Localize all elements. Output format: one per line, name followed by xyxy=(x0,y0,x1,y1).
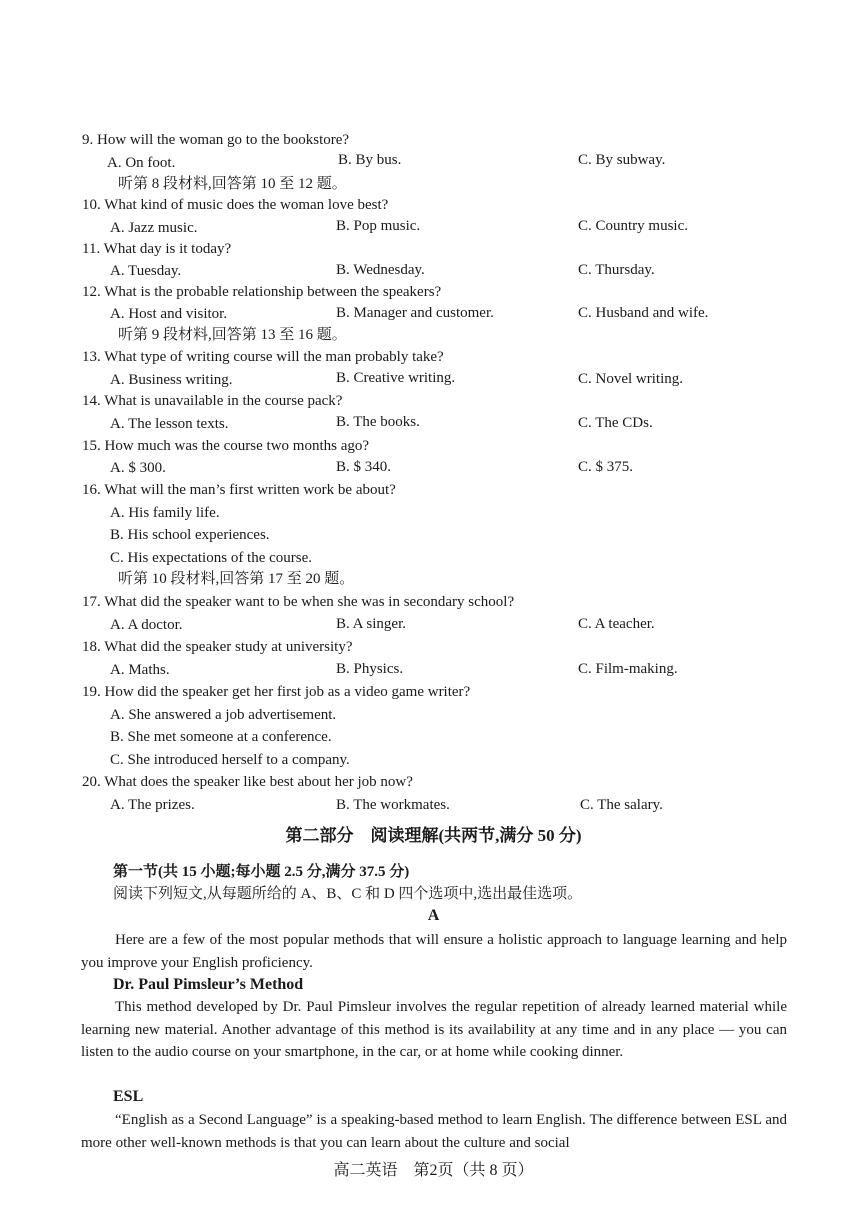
question-9-stem: 9. How will the woman go to the bookstore? xyxy=(82,132,350,148)
question-9-option-c: C. By subway. xyxy=(578,152,666,168)
question-16-option-b: B. His school experiences. xyxy=(110,527,270,543)
question-12-stem: 12. What is the probable relationship between the speakers? xyxy=(82,284,442,300)
question-20-option-b: B. The workmates. xyxy=(336,797,450,813)
question-12-option-b: B. Manager and customer. xyxy=(336,305,494,321)
passage-label: A xyxy=(427,907,440,924)
question-13-option-b: B. Creative writing. xyxy=(336,370,456,386)
question-15-option-b: B. $ 340. xyxy=(336,459,392,475)
question-9-option-b: B. By bus. xyxy=(338,152,402,168)
question-20-option-a: A. The prizes. xyxy=(110,797,195,813)
question-11-stem: 11. What day is it today? xyxy=(82,241,232,257)
question-18-option-c: C. Film-making. xyxy=(578,661,678,677)
question-15-option-c: C. $ 375. xyxy=(578,459,634,475)
question-16-option-a: A. His family life. xyxy=(110,505,220,521)
question-18-stem: 18. What did the speaker study at university? xyxy=(82,639,353,655)
heading-pimsleur: Dr. Paul Pimsleur’s Method xyxy=(113,976,304,993)
question-10-option-c: C. Country music. xyxy=(578,218,689,234)
paragraph-esl-text: “English as a Second Language” is a speaking-based method to learn English. The difference between ESL and more other well-known methods is that you can learn about the culture and social xyxy=(81,1112,787,1151)
question-14-option-a: A. The lesson texts. xyxy=(110,416,229,432)
page-footer: 高二英语 第2页（共 8 页） xyxy=(333,1162,534,1179)
question-12-option-c: C. Husband and wife. xyxy=(578,305,709,321)
paragraph-esl xyxy=(81,1109,787,1154)
instruction-segment-9: 听第 9 段材料,回答第 13 至 16 题。 xyxy=(118,327,347,343)
part-two-title: 第二部分 阅读理解(共两节,满分 50 分) xyxy=(285,826,582,845)
question-11-option-a: A. Tuesday. xyxy=(110,263,182,279)
heading-esl: ESL xyxy=(113,1088,144,1105)
paragraph-pimsleur-text: This method developed by Dr. Paul Pimsleur involves the regular repetition of already learned material while learning new material. Another advantage of this method is its availability at any time and in any place — you can listen to the audio course on your smartphone, in the car, or at home while cooking dinner. xyxy=(81,999,787,1061)
question-10-stem: 10. What kind of music does the woman love best? xyxy=(82,197,389,213)
question-19-option-c: C. She introduced herself to a company. xyxy=(110,752,350,768)
question-9-option-a: A. On foot. xyxy=(107,155,176,171)
instruction-segment-10: 听第 10 段材料,回答第 17 至 20 题。 xyxy=(118,571,355,587)
instruction-segment-8: 听第 8 段材料,回答第 10 至 12 题。 xyxy=(118,176,347,192)
question-20-stem: 20. What does the speaker like best about her job now? xyxy=(82,774,413,790)
question-17-stem: 17. What did the speaker want to be when she was in secondary school? xyxy=(82,594,515,610)
question-11-option-c: C. Thursday. xyxy=(578,262,655,278)
question-16-stem: 16. What will the man’s first written work be about? xyxy=(82,482,396,498)
section-one-title: 第一节(共 15 小题;每小题 2.5 分,满分 37.5 分) xyxy=(113,864,410,880)
question-13-option-a: A. Business writing. xyxy=(110,372,233,388)
question-19-stem: 19. How did the speaker get her first job as a video game writer? xyxy=(82,684,471,700)
section-one-instruction: 阅读下列短文,从每题所给的 A、B、C 和 D 四个选项中,选出最佳选项。 xyxy=(113,886,583,902)
question-18-option-b: B. Physics. xyxy=(336,661,404,677)
question-15-stem: 15. How much was the course two months ago? xyxy=(82,438,370,454)
question-17-option-a: A. A doctor. xyxy=(110,617,183,633)
passage-intro-text: Here are a few of the most popular methods that will ensure a holistic approach to language learning and help you improve your English proficiency. xyxy=(81,932,787,971)
question-11-option-b: B. Wednesday. xyxy=(336,262,425,278)
question-14-option-c: C. The CDs. xyxy=(578,415,653,431)
question-10-option-a: A. Jazz music. xyxy=(110,220,198,236)
question-14-option-b: B. The books. xyxy=(336,414,420,430)
paragraph-pimsleur xyxy=(81,996,787,1064)
question-13-option-c: C. Novel writing. xyxy=(578,371,683,387)
passage-intro xyxy=(81,929,787,974)
question-17-option-b: B. A singer. xyxy=(336,616,407,632)
question-13-stem: 13. What type of writing course will the man probably take? xyxy=(82,349,444,365)
question-17-option-c: C. A teacher. xyxy=(578,616,655,632)
question-10-option-b: B. Pop music. xyxy=(336,218,421,234)
question-12-option-a: A. Host and visitor. xyxy=(110,306,228,322)
question-19-option-b: B. She met someone at a conference. xyxy=(110,729,332,745)
question-18-option-a: A. Maths. xyxy=(110,662,170,678)
question-20-option-c: C. The salary. xyxy=(580,797,663,813)
question-15-option-a: A. $ 300. xyxy=(110,460,166,476)
question-19-option-a: A. She answered a job advertisement. xyxy=(110,707,337,723)
question-16-option-c: C. His expectations of the course. xyxy=(110,550,313,566)
question-14-stem: 14. What is unavailable in the course pack? xyxy=(82,393,343,409)
